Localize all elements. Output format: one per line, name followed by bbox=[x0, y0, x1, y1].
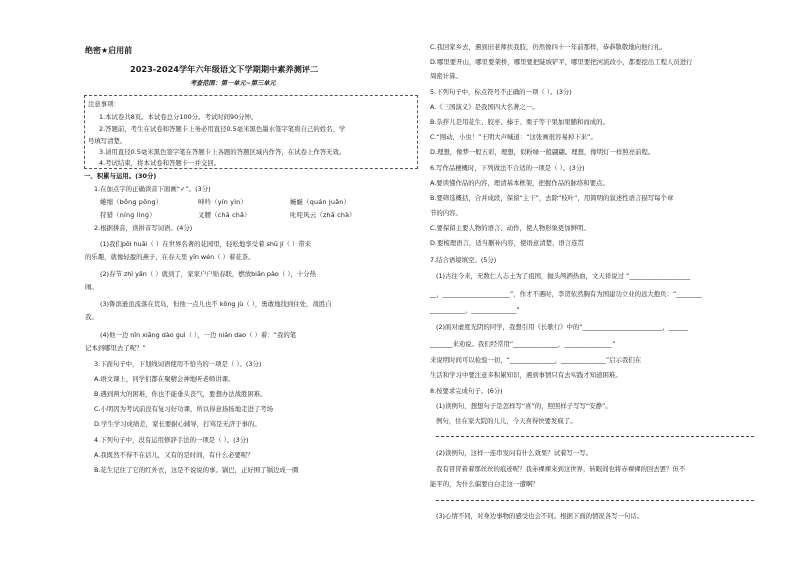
option-b-cont: 节的内容。 bbox=[430, 209, 462, 217]
option-b: B.要筛选概括，合并成段，保留“主干”，去除“枝叶”，用简明的叙述性语言描写每个章 bbox=[430, 194, 674, 202]
option-c: C.我回家乡去，遇到田老师扶我肢，仍然像四十一年前那样，恭恭敬敬地向他行礼。 bbox=[430, 43, 667, 51]
exam-scope: 考查范围：第一单元~第三单元 bbox=[190, 80, 276, 87]
question-8-2-example-cont: 能平的，为什么偏要白白走这一遭啊？ bbox=[430, 480, 539, 488]
option-b: B.杂拌儿是用花生、胶枣、榛子、栗子等干果加果脯和而成的。 bbox=[430, 118, 609, 126]
question-2: 2.根据拼音，读拼音写词语。(4分) bbox=[94, 224, 193, 232]
option-d: D.理想，像梦一般五彩，理想，似粉绿一般翩翩。理想，像明灯一样照亮前程。 bbox=[430, 148, 655, 156]
question-3: 3.下面句子中，下划线词语使用不恰当的一项是（ ）。(3分) bbox=[94, 360, 262, 368]
question-2-1: (1)我们pōi huāi（ ）在世界名著的花园里，轻松地享受着 shū jí（ ）带来 bbox=[100, 240, 312, 248]
option-d: D.学生学习成绩差，家长要耐心辅导，打骂是无济于事的。 bbox=[94, 420, 261, 428]
question-7-2-cont: 生活和学习中要注意多积累知识，遇到事情只有去实践才知道困难。 bbox=[430, 371, 622, 379]
option-a: A.语文课上，同学们都在聚精会神地听老师讲课。 bbox=[94, 375, 235, 383]
pinyin-option: 蜿蜒（quán juǎn） bbox=[290, 198, 351, 206]
notice-box bbox=[84, 95, 418, 169]
notice-item: 号填写清楚。 bbox=[88, 137, 127, 145]
question-2-4-cont: 记本到哪里去了呢？” bbox=[85, 344, 146, 352]
pinyin-option: 蜷缩（bōng pǒng） bbox=[100, 198, 163, 206]
question-8-2: (2)读例句，这样一连串发问有什么效果？试着写一写。 bbox=[436, 449, 593, 457]
option-d: D.哪里要开山，哪里要架桥，哪里要把陡坡铲平，哪里要把河流改小，都要挖出工程人员进行 bbox=[430, 58, 693, 66]
option-b: B.花生记住了它的红外衣，这是不说说的事。锅巴，正好围了锅边成一圈 bbox=[94, 466, 299, 474]
pinyin-option: 叱咤风云（zhā chà） bbox=[290, 211, 356, 219]
question-2-3: (3)鲁滨逊虽流落在荒岛，但他一点儿也不 kōng jù（ ），勇敢地找到住处，战胜自 bbox=[100, 300, 332, 308]
section-heading: 一、积累与运用。(30分) bbox=[84, 172, 157, 180]
question-7-1: (1)古往今来，无数仁人志士为了祖国，抛头颅洒热血，文天祥说过 “___________________ bbox=[436, 272, 691, 280]
question-1: 1.在加点字的正确读音下面画“✓”。(3分) bbox=[94, 185, 211, 193]
question-7-1-cont: __，_____________________”，作才不遇时，李贺依然胸有为国建功立业的远大抱负：“________ bbox=[430, 290, 702, 298]
question-6: 6.写作品梗概时，下列做法不合适的一项是（ ）。(3分) bbox=[430, 164, 585, 172]
question-7-2-cont: 来说明时间可以检验一切，“______________，______________”启示我们在 bbox=[430, 356, 642, 364]
question-8-1: (1)读例句，想想句子是怎样写“喜”的，照照样子写写“安静”。 bbox=[436, 402, 612, 410]
question-5: 5.下列句子中，标点符号不正确的一项（ ）。(3分) bbox=[430, 88, 572, 96]
notice-item: 1.本试卷共8页。本试卷总分100分。考试时间90分钟。 bbox=[99, 113, 258, 121]
question-2-1-cont: 的乐趣，就像轻盈的燕子，在春天里 yīn wén（ ）着花茶。 bbox=[85, 253, 255, 261]
option-d-cont: 周密计算。 bbox=[430, 72, 462, 80]
option-c: C.小明因为考试前没有复习好功课，所以得意扬扬地走进了考场 bbox=[94, 405, 274, 413]
secret-label: 绝密★启用前 bbox=[85, 46, 133, 55]
question-7: 7.结合语境填空。(5分) bbox=[430, 256, 497, 264]
question-2-2-cont: 闹。 bbox=[85, 283, 98, 291]
question-7-2: (2)面对虚度光阴的同学，我想引用《长歌行》中的“_________________________，______ bbox=[436, 323, 689, 331]
question-7-2-cont: _______来劝说。我们经常用“______________，_______________” bbox=[430, 340, 616, 348]
pinyin-option: 呻吟（yín yìn） bbox=[198, 198, 248, 206]
question-4: 4.下列句子中，没有运用修辞手法的一项是（ ）。(3分) bbox=[94, 436, 249, 444]
question-8: 8.按要求完成句子。(6分) bbox=[430, 387, 503, 395]
notice-item: 2.答题前，考生在试卷和答题卡上务必用直径0.5毫米黑色墨水签字笔将自己的姓名、学 bbox=[99, 125, 346, 133]
question-2-2: (2)春节 zhì yǎn（ ）就到了，家家户户贴春联，燃放biān pào（ ），十分热 bbox=[100, 270, 316, 278]
notice-item: 3.请用直径0.5毫米黑色签字笔在答题卡上各题的答题区域内作答，在试卷上作答无效。 bbox=[99, 148, 346, 156]
answer-line[interactable] bbox=[436, 496, 754, 501]
option-a: A.《三国演义》是我国四大名著之一。 bbox=[430, 103, 539, 111]
option-c: C.“刚动，小虫！”王明大声喊道：“这张画很容易掉下来”。 bbox=[430, 133, 597, 141]
notice-item: 4.考试结束，将本试卷和答题卡一并交回。 bbox=[99, 159, 221, 167]
question-8-3: (3)心情不同，对身边事物的感受也会不同。根据下面的情况各写一句话。 bbox=[436, 512, 644, 520]
question-7-1-cont: ___________，______________” bbox=[430, 306, 520, 314]
option-a: A.要读懂作品的内容，理清基本框架，把握作品的脉络和要点。 bbox=[430, 179, 609, 187]
notice-heading: 注意事项： bbox=[88, 100, 120, 108]
option-d: D.要梳理语言，适当删补内容，使语意清楚、语言连贯 bbox=[430, 239, 584, 247]
option-b: B.遇到两大的困难，你也不能垂头丧气，要想办法战胜困难。 bbox=[94, 390, 267, 398]
option-a: A.我既然不得不在话儿，又有的是时间，有什么必要呢？ bbox=[94, 451, 254, 459]
question-2-4: (4)他一边 nǐn xiāng dào ɡuì（ ），一边 nián dao（ ）着：“我的笔 bbox=[100, 331, 297, 339]
option-c: C.要保留主要人物的语言、动作，使人物形象更加鲜明。 bbox=[430, 224, 590, 232]
question-8-2-example: 我有冒冒着着那丝丝的痕迹呢？我赤裸裸来到这世界，转眼间也将赤裸裸的回去罢？但不 bbox=[436, 465, 686, 473]
question-2-3-cont: 我。 bbox=[85, 313, 98, 321]
exam-title: 2023-2024学年六年级语文下学期期中素养测评二 bbox=[130, 64, 319, 74]
pinyin-option: 叉腰（chā chǎ） bbox=[198, 211, 251, 219]
pinyin-option: 狩猎（nínɡ lìnɡ） bbox=[100, 211, 156, 219]
question-8-1-example: 例句，住在家大院的儿儿，今天喜得快要发疯了。 bbox=[436, 417, 577, 425]
answer-line[interactable] bbox=[436, 432, 754, 437]
